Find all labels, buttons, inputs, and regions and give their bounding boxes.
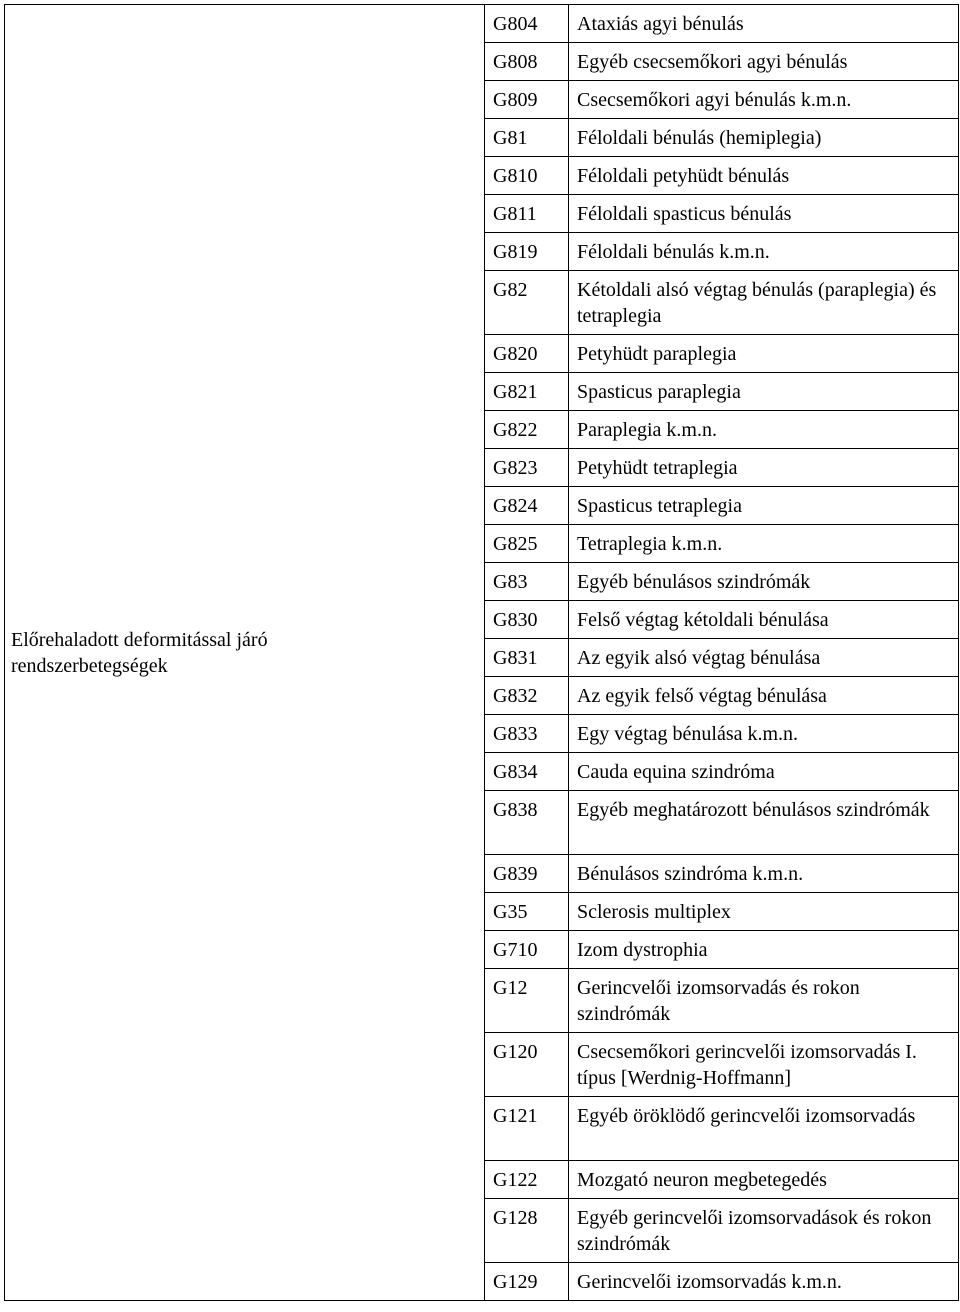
description-cell: Spasticus tetraplegia: [569, 487, 959, 525]
description-cell: Kétoldali alsó végtag bénulás (paraplegia) és tetraplegia: [569, 271, 959, 335]
code-cell: G819: [485, 233, 569, 271]
code-cell: G832: [485, 677, 569, 715]
description-cell: Az egyik felső végtag bénulása: [569, 677, 959, 715]
description-cell: Féloldali bénulás k.m.n.: [569, 233, 959, 271]
code-cell: G809: [485, 81, 569, 119]
code-cell: G35: [485, 893, 569, 931]
description-cell: Egyéb meghatározott bénulásos szindrómák: [569, 791, 959, 855]
code-cell: G839: [485, 855, 569, 893]
description-cell: Egyéb öröklödő gerincvelői izomsorvadás: [569, 1097, 959, 1161]
code-cell: G121: [485, 1097, 569, 1161]
description-cell: Felső végtag kétoldali bénulása: [569, 601, 959, 639]
description-cell: Egy végtag bénulása k.m.n.: [569, 715, 959, 753]
code-cell: G81: [485, 119, 569, 157]
description-cell: Csecsemőkori gerincvelői izomsorvadás I. típus [Werdnig-Hoffmann]: [569, 1033, 959, 1097]
code-cell: G129: [485, 1263, 569, 1301]
description-cell: Egyéb bénulásos szindrómák: [569, 563, 959, 601]
code-cell: G810: [485, 157, 569, 195]
description-cell: Féloldali bénulás (hemiplegia): [569, 119, 959, 157]
code-cell: G710: [485, 931, 569, 969]
description-cell: Petyhüdt paraplegia: [569, 335, 959, 373]
description-cell: Féloldali petyhüdt bénulás: [569, 157, 959, 195]
code-cell: G12: [485, 969, 569, 1033]
table-row: [5, 5, 959, 43]
category-cell: [5, 5, 485, 1301]
description-cell: Féloldali spasticus bénulás: [569, 195, 959, 233]
description-cell: Gerincvelői izomsorvadás és rokon szindrómák: [569, 969, 959, 1033]
code-cell: G821: [485, 373, 569, 411]
code-cell: G811: [485, 195, 569, 233]
code-cell: G122: [485, 1161, 569, 1199]
description-cell: Tetraplegia k.m.n.: [569, 525, 959, 563]
code-cell: G831: [485, 639, 569, 677]
code-cell: G128: [485, 1199, 569, 1263]
code-cell: G120: [485, 1033, 569, 1097]
description-cell: Petyhüdt tetraplegia: [569, 449, 959, 487]
code-cell: G834: [485, 753, 569, 791]
code-cell: G820: [485, 335, 569, 373]
code-cell: G824: [485, 487, 569, 525]
code-cell: G825: [485, 525, 569, 563]
diagnosis-code-table: [4, 4, 959, 1301]
description-cell: Az egyik alsó végtag bénulása: [569, 639, 959, 677]
description-cell: Egyéb gerincvelői izomsorvadások és rokon szindrómák: [569, 1199, 959, 1263]
code-cell: G83: [485, 563, 569, 601]
code-cell: G833: [485, 715, 569, 753]
description-cell: Sclerosis multiplex: [569, 893, 959, 931]
category-label: Előrehaladott deformitással járó rendszerbetegségek: [11, 628, 268, 677]
table-body: [5, 5, 959, 1301]
description-cell: Ataxiás agyi bénulás: [569, 5, 959, 43]
description-cell: Mozgató neuron megbetegedés: [569, 1161, 959, 1199]
description-cell: Bénulásos szindróma k.m.n.: [569, 855, 959, 893]
description-cell: Csecsemőkori agyi bénulás k.m.n.: [569, 81, 959, 119]
description-cell: Paraplegia k.m.n.: [569, 411, 959, 449]
description-cell: Izom dystrophia: [569, 931, 959, 969]
description-cell: Cauda equina szindróma: [569, 753, 959, 791]
description-cell: Gerincvelői izomsorvadás k.m.n.: [569, 1263, 959, 1301]
description-cell: Spasticus paraplegia: [569, 373, 959, 411]
code-cell: G804: [485, 5, 569, 43]
code-cell: G808: [485, 43, 569, 81]
code-cell: G823: [485, 449, 569, 487]
description-cell: Egyéb csecsemőkori agyi bénulás: [569, 43, 959, 81]
code-cell: G838: [485, 791, 569, 855]
code-cell: G822: [485, 411, 569, 449]
code-cell: G82: [485, 271, 569, 335]
code-cell: G830: [485, 601, 569, 639]
